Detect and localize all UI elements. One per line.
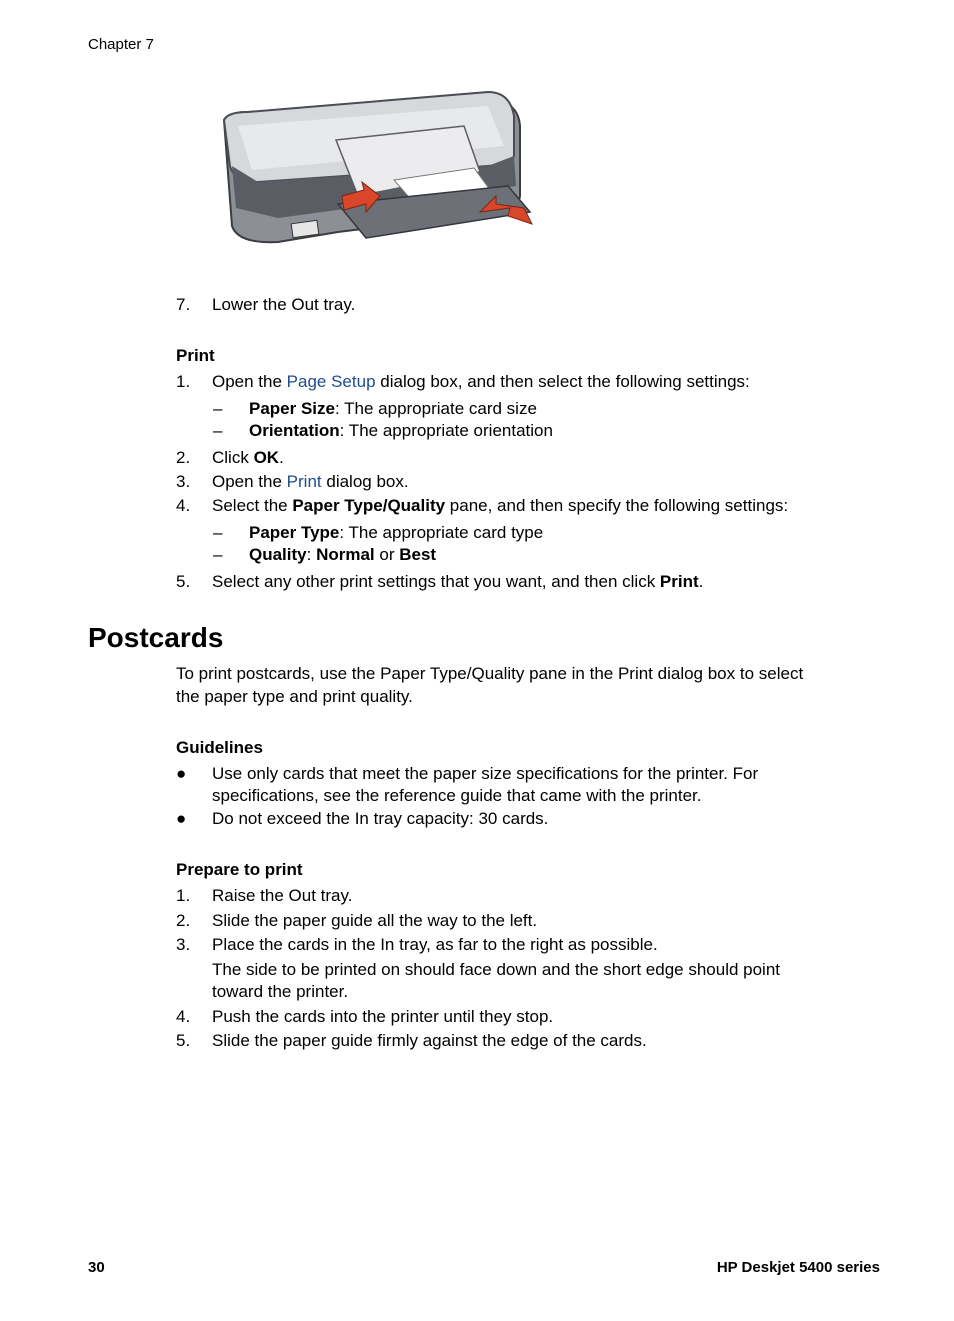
dash: – bbox=[213, 523, 223, 542]
step-text: Push the cards into the printer until they stop. bbox=[212, 1007, 554, 1026]
bullet: ● bbox=[176, 764, 187, 783]
list-item-cont: specifications, see the reference guide that came with the printer. bbox=[212, 786, 702, 805]
step-number: 5. bbox=[176, 572, 191, 591]
page-number: 30 bbox=[88, 1259, 105, 1276]
dash: – bbox=[213, 545, 223, 564]
step-number: 4. bbox=[176, 1007, 191, 1026]
step-number: 2. bbox=[176, 448, 191, 467]
intro-text: To print postcards, use the Paper Type/Quality pane in the Print dialog box to select bbox=[176, 664, 804, 683]
step-text: Click OK. bbox=[212, 448, 284, 467]
step-number: 1. bbox=[176, 886, 191, 905]
step-text: Raise the Out tray. bbox=[212, 886, 353, 905]
step-note: The side to be printed on should face down and the short edge should point bbox=[212, 960, 781, 979]
product-name: HP Deskjet 5400 series bbox=[716, 1259, 880, 1276]
setting-item: Quality: Normal or Best bbox=[249, 545, 437, 564]
list-item: Do not exceed the In tray capacity: 30 cards. bbox=[212, 809, 549, 828]
printer-loading-illustration bbox=[218, 86, 538, 258]
print-link[interactable]: Print bbox=[286, 472, 322, 491]
prepare-heading: Prepare to print bbox=[176, 860, 303, 879]
intro-text: the paper type and print quality. bbox=[176, 687, 413, 706]
step-text: Lower the Out tray. bbox=[212, 295, 356, 314]
step-text: Slide the paper guide all the way to the left. bbox=[212, 911, 538, 930]
step-number: 4. bbox=[176, 496, 191, 515]
setting-item: Paper Size: The appropriate card size bbox=[249, 399, 537, 418]
section-title: Postcards bbox=[88, 622, 224, 653]
step-text: Select any other print settings that you want, and then click Print. bbox=[212, 572, 704, 591]
step-text: Open the Page Setup dialog box, and then select the following settings: bbox=[212, 372, 750, 391]
chapter-header: Chapter 7 bbox=[88, 36, 154, 53]
step-text: Open the Print dialog box. bbox=[212, 472, 409, 491]
step-number: 3. bbox=[176, 935, 191, 954]
dash: – bbox=[213, 421, 223, 440]
step-number: 7. bbox=[176, 295, 191, 314]
step-text: Select the Paper Type/Quality pane, and then specify the following settings: bbox=[212, 496, 789, 515]
step-number: 1. bbox=[176, 372, 191, 391]
step-number: 3. bbox=[176, 472, 191, 491]
page-setup-link[interactable]: Page Setup bbox=[286, 372, 376, 391]
step-number: 2. bbox=[176, 911, 191, 930]
guidelines-heading: Guidelines bbox=[176, 738, 263, 757]
setting-item: Paper Type: The appropriate card type bbox=[249, 523, 544, 542]
bullet: ● bbox=[176, 809, 187, 828]
dash: – bbox=[213, 399, 223, 418]
step-number: 5. bbox=[176, 1031, 191, 1050]
setting-item: Orientation: The appropriate orientation bbox=[249, 421, 553, 440]
list-item: Use only cards that meet the paper size specifications for the printer. For bbox=[212, 764, 759, 783]
print-heading: Print bbox=[176, 346, 215, 365]
step-text: Place the cards in the In tray, as far to the right as possible. bbox=[212, 935, 658, 954]
step-note: toward the printer. bbox=[212, 982, 349, 1001]
step-text: Slide the paper guide firmly against the edge of the cards. bbox=[212, 1031, 647, 1050]
